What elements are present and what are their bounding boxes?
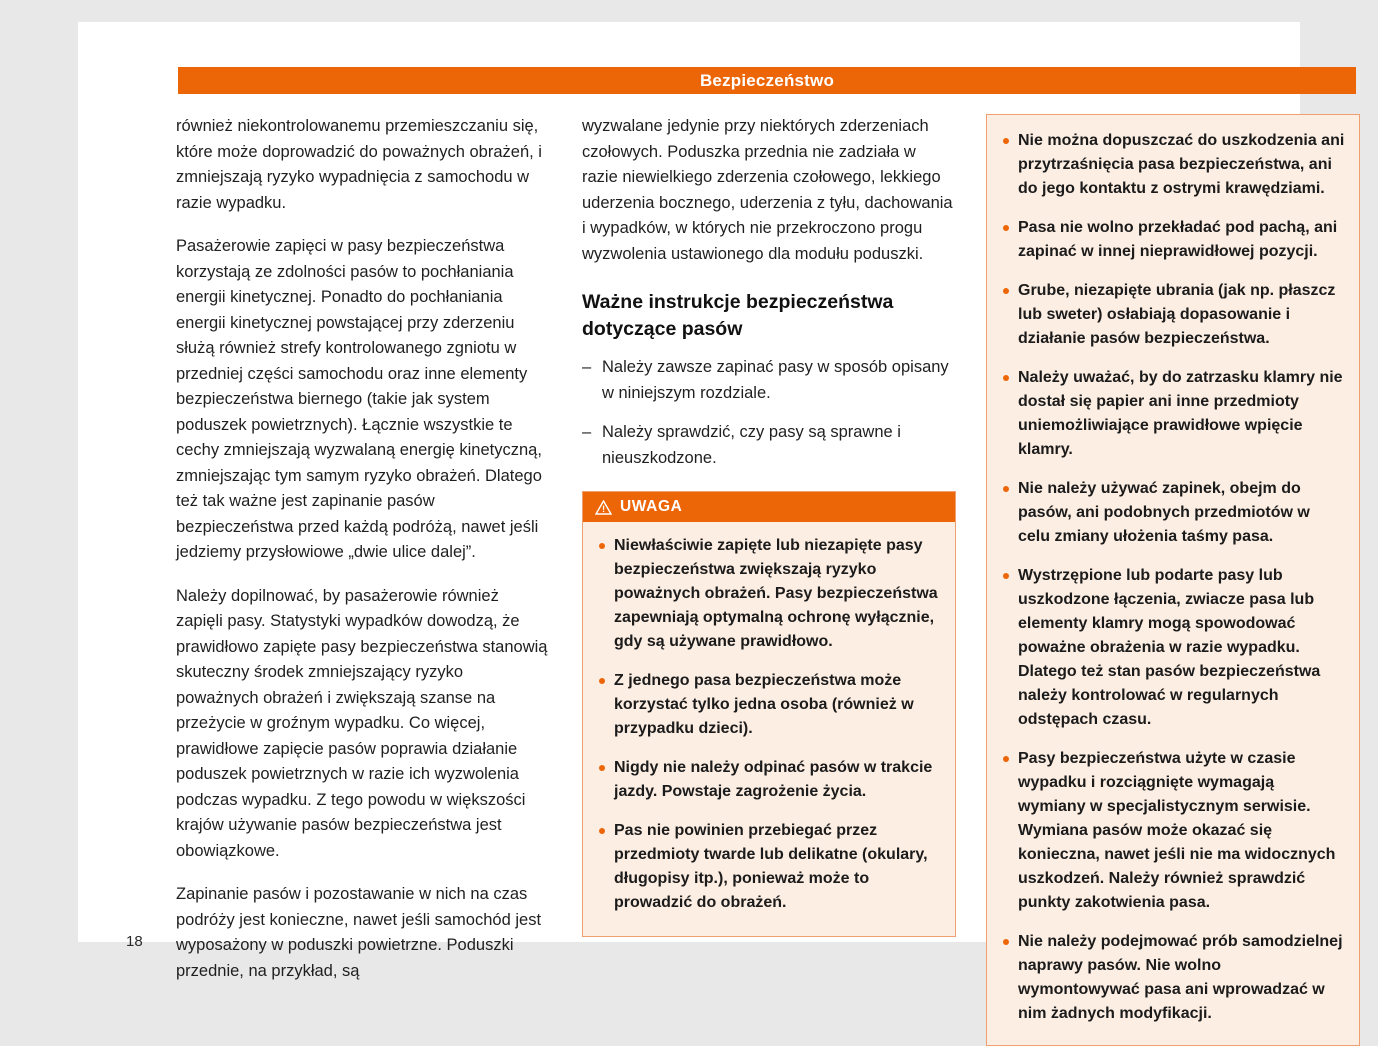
warning-bullet-list: [1001, 129, 1345, 1026]
list-item: – Należy zawsze zapinać pasy w sposób opisany w niniejszym rozdziale.: [582, 355, 956, 406]
list-item: – Należy sprawdzić, czy pasy są sprawne i nieuszkodzone.: [582, 420, 956, 471]
page-number: 18: [126, 933, 143, 950]
warning-bullet-list: [597, 534, 941, 915]
section-heading: Ważne instrukcje bezpieczeństwa dotyczące pasów: [582, 291, 894, 340]
list-item: Nie można dopuszczać do uszkodzenia ani przytrzaśnięcia pasa bezpieczeństwa, ani do jego kontaktu z ostrymi krawędziami.: [1001, 129, 1345, 201]
list-item: Nie należy podejmować prób samodzielnej naprawy pasów. Nie wolno wymontowywać pasa ani wprowadzać w nim żadnych modyfikacji.: [1001, 930, 1345, 1026]
warning-box-continued: [986, 114, 1360, 1046]
warning-triangle-icon: [595, 500, 612, 515]
paragraph: również niekontrolowanemu przemieszczaniu się, które może doprowadzić do poważnych obrażeń, i zmniejszają ryzyko wypadnięcia z samochodu w razie wypadku.: [176, 117, 542, 212]
list-item: Nie należy używać zapinek, obejm do pasów, ani podobnych przedmiotów w celu zmiany ułożenia taśmy pasa.: [1001, 477, 1345, 549]
list-item: Wystrzępione lub podarte pasy lub uszkodzone łączenia, zwiacze pasa lub elementy klamry mogą spowodować poważne obrażenia w razie wypadku. Dlatego też stan pasów bezpieczeństwa należy kontrolować w regularnych odstępach czasu.: [1001, 564, 1345, 732]
warning-box-header: [583, 492, 955, 522]
column-left: [176, 114, 550, 1002]
warning-box: [582, 491, 956, 937]
paragraph: Pasażerowie zapięci w pasy bezpieczeństwa korzystają ze zdolności pasów to pochłaniania energii kinetycznej. Ponadto do pochłaniania energii kinetycznej powstającej przy zderzeniu służą również strefy kontrolowanego zgniotu w przedniej części samochodu oraz inne elementy bezpieczeństwa biernego (takie jak system poduszek powietrznych). Łącznie wszystkie te cechy zmniejszają wyzwalaną energię kinetyczną, zmniejszając tym samym ryzyko obrażeń. Dlatego też tak ważne jest zapinanie pasów bezpieczeństwa przed każdą podróżą, nawet jeśli jedziemy przysłowiowe „dwie ulice dalej”.: [176, 237, 542, 561]
list-item: Pas nie powinien przebiegać przez przedmioty twarde lub delikatne (okulary, długopisy itp.), ponieważ może to prowadzić do obrażeń.: [597, 819, 941, 915]
list-item: Nigdy nie należy odpinać pasów w trakcie jazdy. Powstaje zagrożenie życia.: [597, 756, 941, 804]
column-right: [986, 114, 1360, 1046]
warning-box-label: UWAGA: [620, 498, 683, 515]
list-item: Należy uważać, by do zatrzasku klamry nie dostał się papier ani inne przedmioty uniemożliwiające prawidłowe wpięcie klamry.: [1001, 366, 1345, 462]
list-item: Niewłaściwie zapięte lub niezapięte pasy bezpieczeństwa zwiększają ryzyko poważnych obrażeń. Pasy bezpieczeństwa zapewniają optymalną ochronę wyłącznie, gdy są używane prawidłowo.: [597, 534, 941, 654]
list-item: Z jednego pasa bezpieczeństwa może korzystać tylko jedna osoba (również w przypadku dzieci).: [597, 669, 941, 741]
document-page: [78, 22, 1345, 1022]
warning-box-body: [583, 522, 955, 936]
instruction-list: [582, 355, 956, 471]
list-item: Pasy bezpieczeństwa użyte w czasie wypadku i rozciągnięte wymagają wymiany w specjalistycznym serwisie. Wymiana pasów może okazać się konieczna, nawet jeśli nie ma widocznych uszkodzeń. Należy również sprawdzić punkty zakotwienia pasa.: [1001, 747, 1345, 915]
list-item: Pasa nie wolno przekładać pod pachą, ani zapinać w innej nieprawidłowej pozycji.: [1001, 216, 1345, 264]
paragraph: wyzwalane jedynie przy niektórych zderzeniach czołowych. Poduszka przednia nie zadziała w razie niewielkiego zderzenia czołowego, lekkiego uderzenia bocznego, uderzenia z tyłu, dachowania i wypadków, w których nie przekroczono progu wyzwolenia ustawionego dla modułu poduszki.: [582, 117, 953, 263]
page-header-title: Bezpieczeństwo: [178, 67, 1356, 94]
list-item: Grube, niezapięte ubrania (jak np. płaszcz lub sweter) osłabiają dopasowanie i działanie pasów bezpieczeństwa.: [1001, 279, 1345, 351]
paragraph: Należy dopilnować, by pasażerowie również zapięli pasy. Statystyki wypadków dowodzą, że prawidłowo zapięte pasy bezpieczeństwa stanowią skuteczny środek zmniejszający ryzyko poważnych obrażeń i zwiększają szanse na przeżycie w groźnym wypadku. Co więcej, prawidłowe zapięcie pasów poprawia działanie poduszek powietrznych w razie ich wyzwolenia podczas wypadku. Z tego powodu w większości krajów używanie pasów bezpieczeństwa jest obowiązkowe.: [176, 586, 548, 860]
column-middle: [582, 114, 956, 937]
page-columns: [176, 114, 1356, 1022]
paragraph: Zapinanie pasów i pozostawanie w nich na czas podróży jest konieczne, nawet jeśli samochód jest wyposażony w poduszki powietrzne. Poduszki przednie, na przykład, są: [176, 885, 542, 980]
